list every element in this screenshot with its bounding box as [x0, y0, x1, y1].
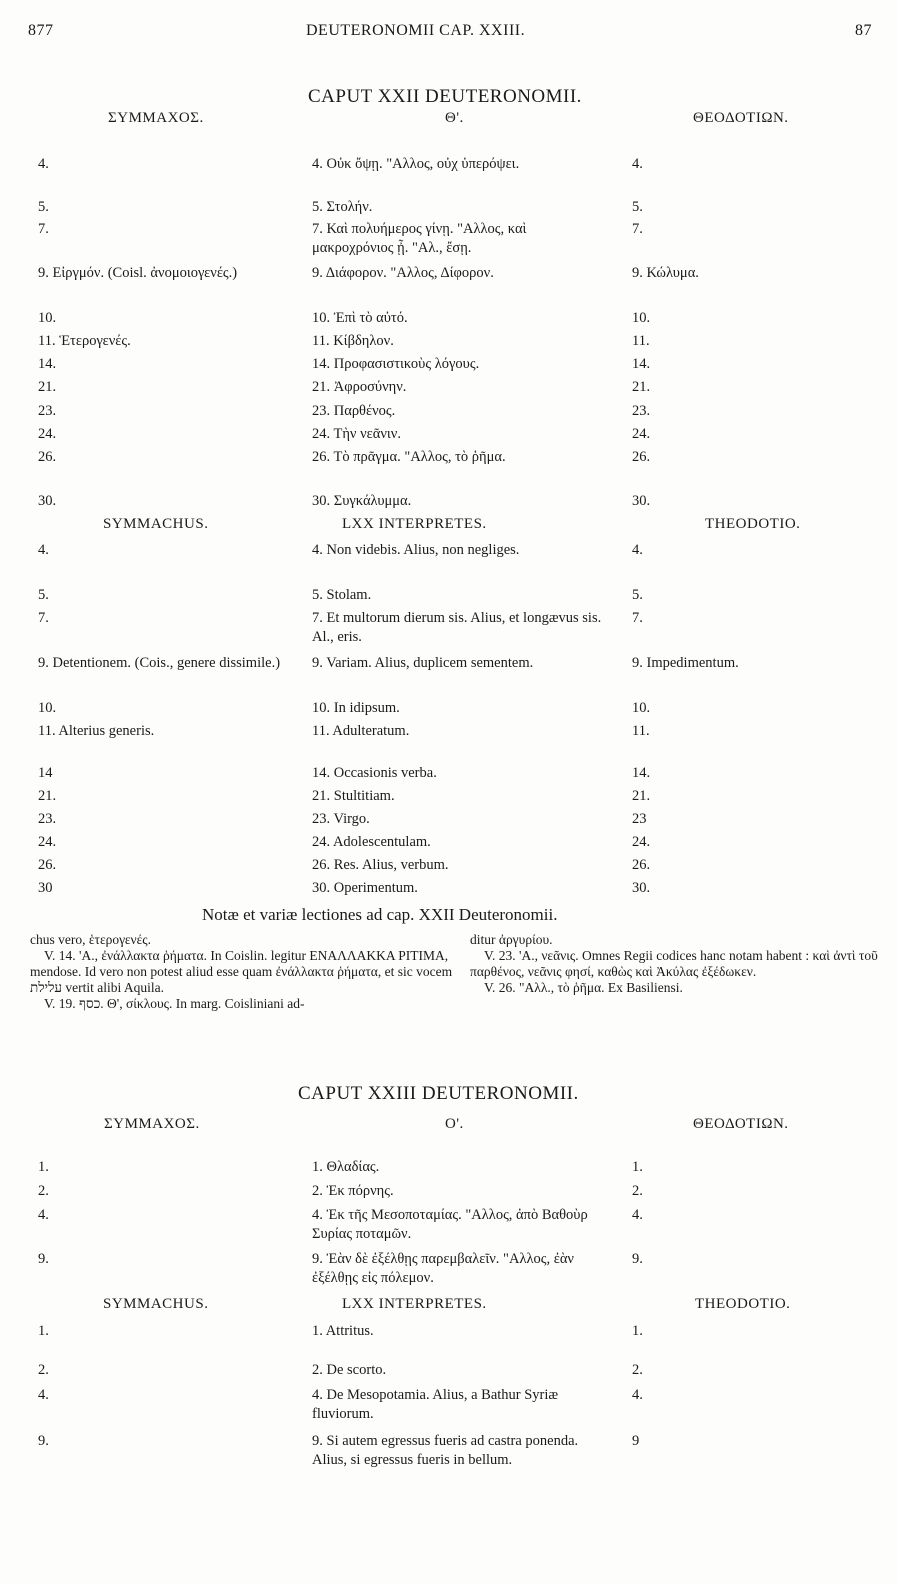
column-head-lxx-greek: Θ'. — [445, 110, 464, 126]
column-head-symmachus-latin: SYMMACHUS. — [103, 1296, 209, 1312]
notes-right-column — [470, 932, 882, 996]
column-head-lxx-greek: Ο'. — [445, 1116, 464, 1132]
running-title: DEUTERONOMII CAP. XXIII. — [306, 22, 526, 39]
notes-left-column — [30, 932, 458, 1012]
note-paragraph: V. 26. "Αλλ., τὸ ῥῆμα. Ex Basiliensi. — [484, 980, 683, 995]
note-paragraph: ditur ἀργυρίου. — [470, 932, 553, 947]
chapter-title: CAPUT XXII DEUTERONOMII. — [308, 86, 582, 107]
column-head-symmachus-greek: ΣΥΜΜΑΧΟΣ. — [104, 1116, 200, 1132]
column-head-theodotion-latin: THEODOTIO. — [695, 1296, 791, 1312]
column-head-lxx-latin: LXX INTERPRETES. — [342, 1296, 487, 1312]
note-paragraph: V. 19. כסף. Θ', σίκλους. In marg. Coisliniani ad- — [44, 996, 305, 1011]
note-paragraph: V. 23. 'Α., νεᾶνις. Omnes Regii codices hanc notam habent : καὶ ἀντὶ τοῦ παρθένος, νεᾶνις φησί, καθὼς καὶ Ἀκύλας ἐξέδωκεν. — [470, 948, 878, 979]
page-number-right: 87 — [855, 22, 872, 39]
column-head-theodotion-greek: ΘΕΟΔΟΤΙΩΝ. — [693, 1116, 789, 1132]
note-paragraph: chus vero, ἑτερογενές. — [30, 932, 152, 947]
chapter-title: CAPUT XXIII DEUTERONOMII. — [298, 1083, 579, 1104]
column-head-lxx-latin: LXX INTERPRETES. — [342, 516, 487, 532]
page-number-left: 877 — [28, 22, 54, 39]
column-head-symmachus-latin: SYMMACHUS. — [103, 516, 209, 532]
notes-title: Notæ et variæ lectiones ad cap. XXII Deuteronomii. — [202, 905, 558, 924]
column-head-symmachus-greek: ΣΥΜΜΑΧΟΣ. — [108, 110, 204, 126]
column-head-theodotion-latin: THEODOTIO. — [705, 516, 801, 532]
column-head-theodotion-greek: ΘΕΟΔΟΤΙΩΝ. — [693, 110, 789, 126]
note-paragraph: V. 14. 'Α., ἐνάλλακτα ῥήματα. In Coislin. legitur ΕΝΑΛΛΑΚΚΑ ΡΙΤΙΜΑ, mendose. Id vero non potest aliud esse quam ἐνάλλακτα ῥήματα, et sic vocem עלילת vertit alibi Aquila. — [30, 948, 453, 995]
